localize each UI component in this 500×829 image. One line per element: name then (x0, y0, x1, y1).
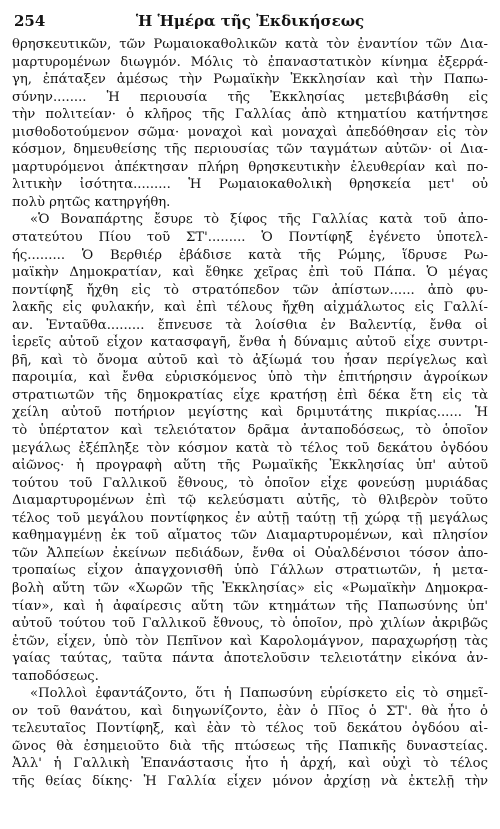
text-line: μαρτυρόμενοι ἀπέκτησαν πλήρη θρησκευτικὴν ἐλευθερίαν καὶ πο- (12, 159, 488, 175)
page-header (12, 10, 488, 30)
text-line: ῶνος θὰ ἐσημειοῦτο διὰ τῆς πτώσεως τῆς Παπικῆς δυναστείας. (12, 738, 488, 754)
text-line: γαίας ταύτας, ταῦτα πάντα ἀποτελοῦσιν τελειοτάτην εἰκόνα ἀν- (12, 651, 488, 667)
text-line: τῶν Ἀλπείων ἐκείνων πεδιάδων, ἔνθα οἱ Οὐαλδένσιοι τόσον ἀπο- (12, 545, 488, 561)
text-line: μαρτυρομένων διωγμόν. Μόλις τὸ ἐπαναστατικὸν κίνημα ἐξερρά- (12, 54, 488, 70)
text-line: τελευταῖος Ποντίφηξ, καὶ ἐὰν τὸ τέλος τοῦ δεκάτου ὀγδόου αἰ- (12, 721, 488, 737)
text-line: θρησκευτικῶν, τῶν Ρωμαιοκαθολικῶν κατὰ τὸν ἐναντίον τῶν Δια- (12, 37, 488, 52)
text-line: μαϊκὴν Δημοκρατίαν, καὶ ἔθηκε χεῖρας ἐπὶ τοῦ Πάπα. Ὁ μέγας (12, 265, 488, 281)
text-line: ής......... Ὁ Βερθιέρ ἐβάδισε κατὰ τῆς Ρώμης, ἵδρυσε Ρω- (12, 247, 488, 263)
text-line: χείλη αὐτοῦ ποτήριον μεγίστης καὶ δριμυτάτης πικρίας...... Ἡ (12, 405, 488, 421)
text-line: μισθοδοτούμενον σῶμα· μοναχοὶ καὶ μοναχαὶ ἀπεδόθησαν εἰς τὸν (12, 124, 488, 140)
text-line: τὸ ὑπέρτατον καὶ τελειότατον δρᾶμα ἀνταποδόσεως, τὸ ὁποῖον (12, 423, 488, 439)
text-line: λακῆς εἰς φυλακήν, καὶ ἐπὶ τέλους ἤχθη αἰχμάλωτος εἰς Γαλλί- (12, 300, 488, 316)
text-line: ταποδόσεως. (12, 668, 99, 684)
text-line: στρατιωτῶν τῆς δημοκρατίας εἶχε κρατήσῃ ἐπὶ δέκα ἔτη εἰς τὰ (12, 387, 488, 403)
text-line: «Ὁ Βοναπάρτης ἔσυρε τὸ ξίφος τῆς Γαλλίας κατὰ τοῦ ἀπο- (30, 212, 488, 228)
text-line: καθημαγμένῃ ἐκ τοῦ αἵματος τῶν Διαμαρτυρομένων, καὶ πλησίον (12, 528, 488, 544)
text-line: αὐτοῦ τούτου τοῦ Γαλλικοῦ ἔθνους, τὸ ὁποῖον, πρὸ χιλίων ἀκριβῶς (12, 616, 488, 632)
text-line: Διαμαρτυρομένων ἐπὶ τῷ κελεύσματι αὐτῆς, τὸ θλιβερὸν τοῦτο (12, 493, 488, 509)
text-line: παροιμία, καὶ ἔνθα εὑρισκόμενος ὑπὸ τὴν ἐπιτήρησιν ἀγροίκων (12, 370, 488, 386)
text-line: πολὺ ρητῶς κατηργήθη. (12, 194, 171, 210)
text-line: βῆ, καὶ τὸ ὄνομα αὐτοῦ καὶ τὸ ἀξίωμά του ἦσαν περίγελως καὶ (12, 352, 488, 368)
text-line: τούτου τοῦ Γαλλικοῦ ἔθνους, τὸ ὁποῖον εἶχε φονεύσῃ μυριάδας (12, 475, 488, 491)
text-line: γη, ἐπάταξεν ἀμέσως τὴν Ρωμαϊκὴν Ἐκκλησίαν καὶ τὴν Παπω- (12, 72, 488, 88)
text-line: κόσμον, δημευθείσης τῆς περιουσίας τῶν ταγμάτων αὐτῶν· οἱ Δια- (12, 142, 488, 158)
text-line: μεγάλως ἐξέπληξε τὸν κόσμον κατὰ τὸ τέλος τοῦ δεκάτου ὀγδόου (12, 440, 488, 456)
text-line: «Πολλοὶ ἐφαντάζοντο, ὅτι ἡ Παπωσύνη εὑρίσκετο εἰς τὸ σημεῖ- (30, 686, 488, 702)
text-line: ον τοῦ θανάτου, καὶ διηγωνίζοντο, ἐὰν ὁ Πῖος ὁ ΣΤ'. θὰ ἦτο ὁ (12, 703, 488, 719)
text-line: αἰῶνος· ἡ προγραφὴ αὕτη τῆς Ρωμαϊκῆς Ἐκκλησίας ὑπ' αὐτοῦ (12, 458, 488, 474)
text-line: λιτικὴν ἰσότητα......... Ἡ Ρωμαιοκαθολικὴ θρησκεία μετ' οὐ (12, 177, 488, 193)
text-line: τὴν πολιτείαν· ὁ κλῆρος τῆς Γαλλίας ἀπὸ κτηματίου κατήντησε (12, 107, 488, 123)
text-line: αν. Ἐνταῦθα......... ἔπνευσε τὰ λοίσθια ἐν Βαλεντίᾳ, ἔνθα οἱ (12, 317, 488, 333)
text-line: τροπαίως εἶχον ἀπαγχονισθῆ ὑπὸ Γάλλων στρατιωτῶν, ἡ μετα- (12, 563, 488, 579)
text-line: Ἀλλ' ἡ Γαλλικὴ Ἐπανάστασις ἦτο ἡ ἀρχή, καὶ οὐχὶ τὸ τέλος (12, 756, 488, 772)
body-text (12, 36, 488, 791)
text-line: στατεύτου Πίου τοῦ ΣΤ'......... Ὁ Ποντίφηξ ἐγένετο ὑποτελ- (12, 230, 488, 246)
running-title: Ἡ Ἡμέρα τῆς Ἐκδικήσεως (135, 12, 365, 30)
text-line: βολὴ αὕτη τῶν «Χωρῶν τῆς Ἐκκλησίας» εἰς «Ρωμαϊκὴν Δημοκρα- (12, 580, 488, 596)
text-line: τέλος τοῦ μεγάλου ποντίφηκος ἐν αὐτῇ ταύτῃ τῇ χώρᾳ τῇ μεγάλως (12, 510, 488, 526)
page-number: 254 (14, 12, 46, 30)
text-line: ἱερεῖς αὐτοῦ εἶχον κατασφαγῆ, ἔνθα ἡ δύναμις αὐτοῦ εἶχε συντρι- (12, 335, 488, 351)
text-line: τίαν», καὶ ἡ ἀφαίρεσις αὕτη τῶν κτημάτων τῆς Παπωσύνης ὑπ' (12, 598, 488, 614)
text-line: ποντίφηξ ἤχθη εἰς τὸ στρατόπεδον τῶν ἀπίστων...... ἀπὸ φυ- (12, 282, 488, 298)
text-line: σύνην........ Ἡ περιουσία τῆς Ἐκκλησίας μετεβιβάσθη εἰς (12, 89, 488, 105)
text-line: τῆς θείας δίκης· Ἡ Γαλλία εἶχεν μόνον ἀρχίσῃ νὰ ἐκτελῇ τὴν (12, 773, 488, 789)
text-line: ἐτῶν, εἶχεν, ὑπὸ τὸν Πεπῖνον καὶ Καρολομάγνον, παραχωρήσῃ τὰς (12, 633, 488, 649)
